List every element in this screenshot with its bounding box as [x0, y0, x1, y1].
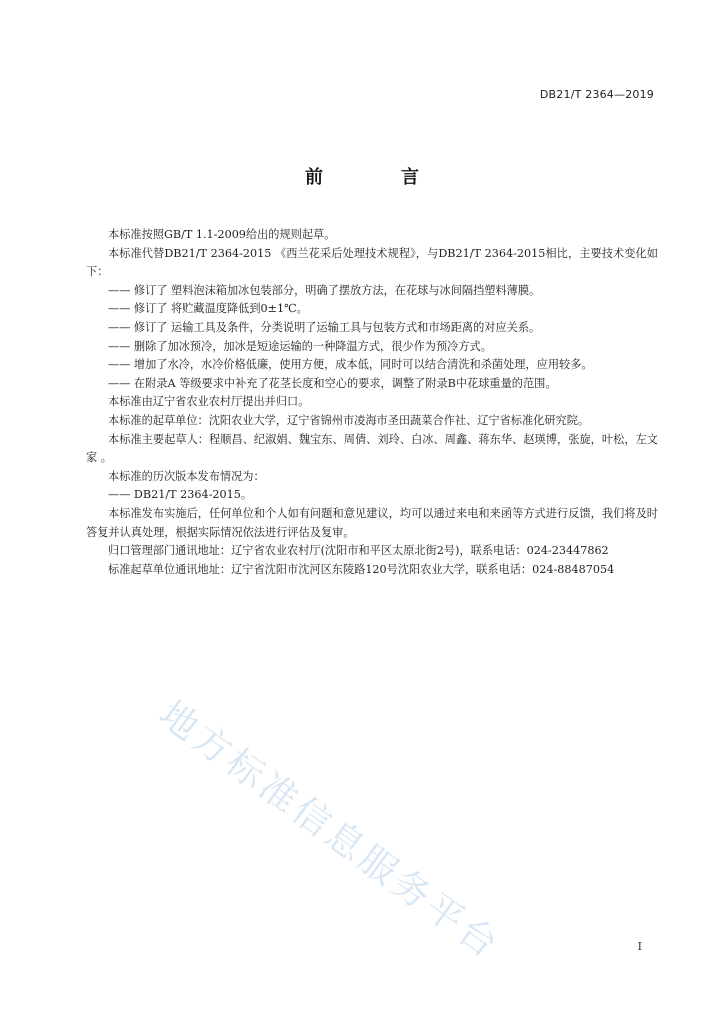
paragraph-drafters: 本标准主要起草人：程顺昌、纪淑娟、魏宝东、周倩、刘玲、白冰、周鑫、蒋东华、赵瑛博，张旋，叶松，左文家 。 [86, 432, 658, 465]
paragraph-drafting-units: 本标准的起草单位：沈阳农业大学，辽宁省锦州市凌海市圣田蔬菜合作社、辽宁省标准化研究院。 [108, 413, 590, 427]
page-number: I [637, 940, 642, 953]
change-item: —— 在附录A 等级要求中补充了花茎长度和空心的要求，调整了附录B中花球重量的范围。 [108, 376, 557, 390]
paragraph-feedback: 本标准发布实施后，任何单位和个人如有问题和意见建议，均可以通过来电和来函等方式进行反馈，我们将及时答复并认真处理，根据实际情况依法进行评估及复审。 [86, 506, 658, 539]
history-item: —— DB21/T 2364-2015。 [108, 488, 253, 502]
paragraph-proposer: 本标准由辽宁省农业农村厅提出并归口。 [108, 395, 310, 409]
change-item: —— 增加了水冷，水冷价格低廉，使用方便，成本低，同时可以结合清洗和杀菌处理，应用较多。 [108, 358, 593, 372]
paragraph-history-intro: 本标准的历次版本发布情况为： [108, 469, 265, 483]
foreword-body [86, 226, 658, 579]
paragraph-drafter-address: 标准起草单位通讯地址：辽宁省沈阳市沈河区东陵路120号沈阳农业大学，联系电话：024-88487054 [108, 562, 615, 576]
page-title: 前 言 [305, 167, 449, 188]
change-item: —— 修订了 将贮藏温度降低到0±1℃。 [108, 302, 308, 316]
change-item: —— 修订了 塑料泡沫箱加冰包装部分，明确了摆放方法，在花球与冰间隔挡塑料薄膜。 [108, 283, 541, 297]
watermark: 地方标准信息服务平台 [151, 692, 509, 969]
change-item: —— 删除了加冰预冷，加冰是短途运输的一种降温方式，很少作为预冷方式。 [108, 339, 492, 353]
paragraph-drafting-rule: 本标准按照GB/T 1.1-2009给出的规则起草。 [108, 228, 336, 241]
change-item: —— 修订了 运输工具及条件，分类说明了运输工具与包装方式和市场距离的对应关系。 [108, 320, 541, 334]
paragraph-replacement: 本标准代替DB21/T 2364-2015 《西兰花采后处理技术规程》，与DB21/T 2364-2015相比，主要技术变化如下： [86, 246, 658, 279]
paragraph-authority-address: 归口管理部门通讯地址：辽宁省农业农村厅(沈阳市和平区太原北街2号)，联系电话：024-23447862 [108, 544, 609, 558]
standard-number: DB21/T 2364—2019 [539, 88, 654, 101]
